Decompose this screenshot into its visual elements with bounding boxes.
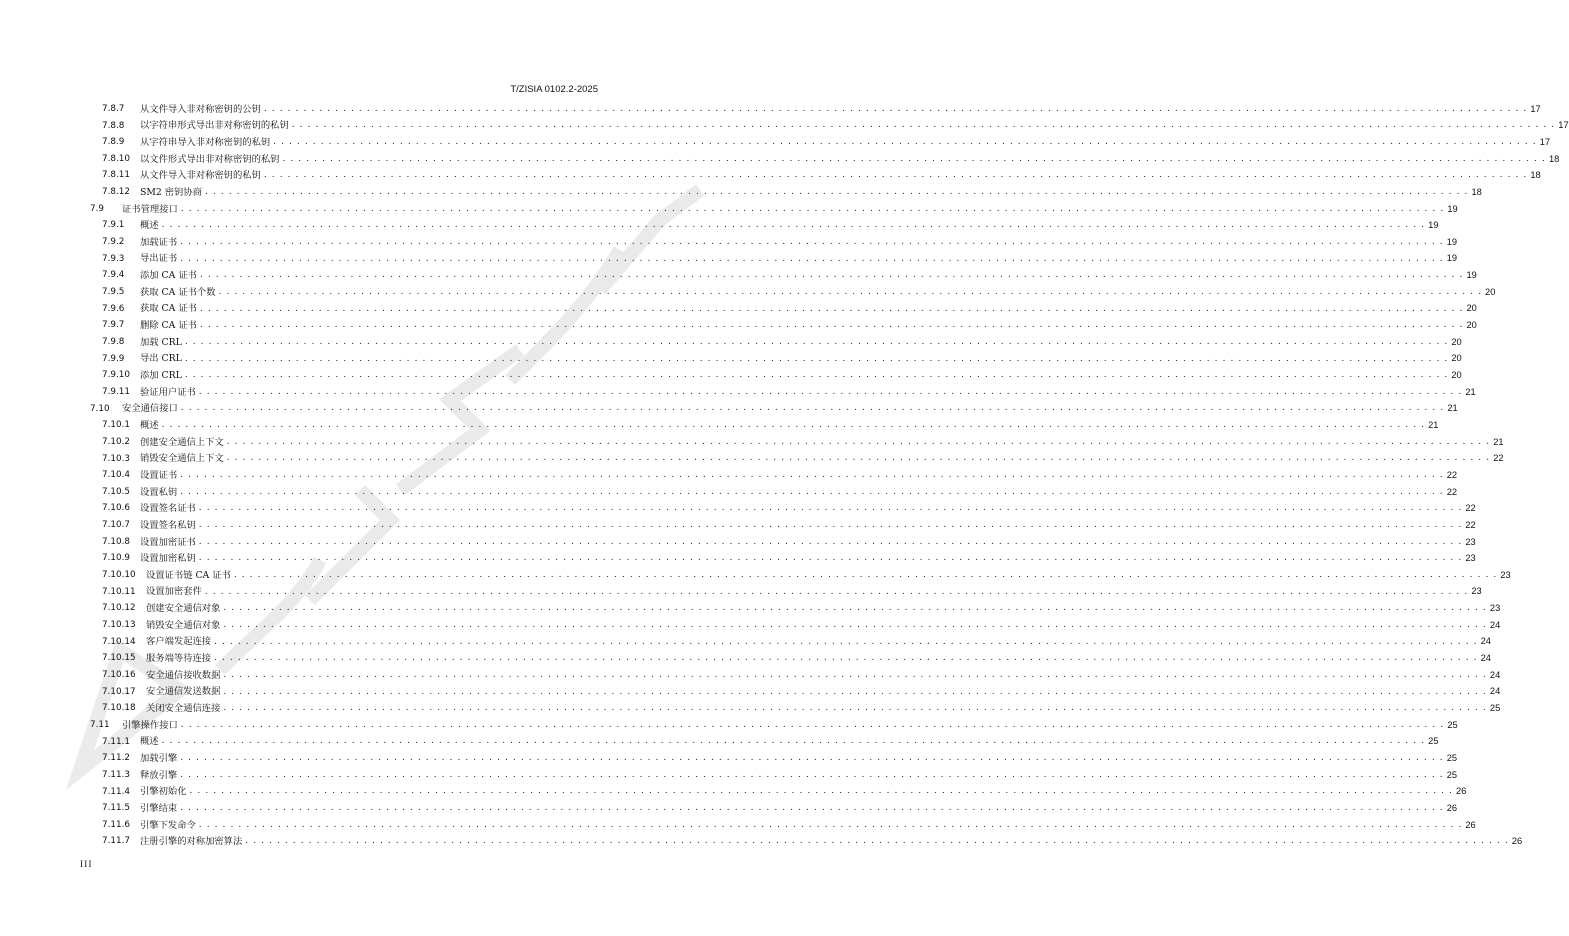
toc-entry[interactable]: [0, 484, 1458, 501]
toc-entry-page: 20: [1466, 303, 1477, 314]
toc-entry-number: 7.9.11: [102, 386, 130, 397]
toc-entry-number: 7.9.10: [102, 370, 130, 381]
toc-dot-leader: . . . . . . . . . . . . . . . . . . . . . . . . . . . . . . . . . . . . . . . . . . . . . . . . . . . . . . . . . . . . . . . . . . . . . . . . . . . . . . . . . . . . . . . . . . . . . . . . . . . . . . . . . . . . . . . . . . . . . . . . . . . . . . . . . . . . . . . . . . . . . . . . . . . . . . . . . . . . . . . .: [223, 603, 1487, 614]
toc-entry[interactable]: [0, 567, 1511, 584]
toc-entry-title: 设置签名私钥: [140, 519, 196, 531]
toc-entry-number: 7.8.8: [102, 120, 125, 131]
toc-dot-leader: . . . . . . . . . . . . . . . . . . . . . . . . . . . . . . . . . . . . . . . . . . . . . . . . . . . . . . . . . . . . . . . . . . . . . . . . . . . . . . . . . . . . . . . . . . . . . . . . . . . . . . . . . . . . . . . . . . . . . . . . . . . . . . . . . . . . . . . . . . . . . . . . . . . . . . . . . . . . . . . .: [282, 153, 1546, 164]
toc-entry-title: 加载引擎: [140, 752, 178, 764]
toc-entry-number: 7.10.8: [102, 536, 130, 547]
toc-entry-title: 安全通信接收数据: [146, 669, 221, 681]
toc-entry-title: 设置加密私钥: [140, 553, 196, 565]
toc-dot-leader: . . . . . . . . . . . . . . . . . . . . . . . . . . . . . . . . . . . . . . . . . . . . . . . . . . . . . . . . . . . . . . . . . . . . . . . . . . . . . . . . . . . . . . . . . . . . . . . . . . . . . . . . . . . . . . . . . . . . . . . . . . . . . . . . . . . . . . . . . . . . . . . . . . . . . . . . . . . . . . . .: [180, 403, 1445, 414]
toc-entry-title: 从文件导入非对称密钥的私钥: [140, 170, 261, 182]
toc-entry-title: 设置加密套件: [146, 586, 202, 598]
toc-dot-leader: . . . . . . . . . . . . . . . . . . . . . . . . . . . . . . . . . . . . . . . . . . . . . . . . . . . . . . . . . . . . . . . . . . . . . . . . . . . . . . . . . . . . . . . . . . . . . . . . . . . . . . . . . . . . . . . . . . . . . . . . . . . . . . . . . . . . . . . . . . . . . . . . . . . . . . . . . . . . . . . .: [180, 753, 1444, 764]
toc-entry-title: 加载证书: [140, 236, 178, 248]
toc-dot-leader: . . . . . . . . . . . . . . . . . . . . . . . . . . . . . . . . . . . . . . . . . . . . . . . . . . . . . . . . . . . . . . . . . . . . . . . . . . . . . . . . . . . . . . . . . . . . . . . . . . . . . . . . . . . . . . . . . . . . . . . . . . . . . . . . . . . . . . . . . . . . . . . . . . . . . . . . . . . . . . . .: [233, 569, 1498, 580]
toc-entry[interactable]: [0, 101, 1541, 118]
toc-entry[interactable]: [0, 667, 1501, 684]
toc-entry-page: 24: [1489, 619, 1501, 630]
toc-entry-page: 19: [1428, 220, 1439, 231]
toc-entry[interactable]: [0, 517, 1476, 534]
toc-entry-number: 7.9.4: [102, 270, 125, 281]
toc-entry-title: 从文件导入非对称密钥的公钥: [140, 103, 261, 115]
toc-dot-leader: . . . . . . . . . . . . . . . . . . . . . . . . . . . . . . . . . . . . . . . . . . . . . . . . . . . . . . . . . . . . . . . . . . . . . . . . . . . . . . . . . . . . . . . . . . . . . . . . . . . . . . . . . . . . . . . . . . . . . . . . . . . . . . . . . . . . . . . . . . . . . . . . . . . . . . . . . . . . . . . .: [198, 520, 1463, 531]
toc-dot-leader: . . . . . . . . . . . . . . . . . . . . . . . . . . . . . . . . . . . . . . . . . . . . . . . . . . . . . . . . . . . . . . . . . . . . . . . . . . . . . . . . . . . . . . . . . . . . . . . . . . . . . . . . . . . . . . . . . . . . . . . . . . . . . . . . . . . . . . . . . . . . . . . . . . . . . . . . . . . . . . . .: [198, 386, 1463, 397]
toc-dot-leader: . . . . . . . . . . . . . . . . . . . . . . . . . . . . . . . . . . . . . . . . . . . . . . . . . . . . . . . . . . . . . . . . . . . . . . . . . . . . . . . . . . . . . . . . . . . . . . . . . . . . . . . . . . . . . . . . . . . . . . . . . . . . . . . . . . . . . . . . . . . . . . . . . . . . . . . . . . . . . . . .: [184, 370, 1449, 381]
toc-entry-number: 7.8.11: [102, 170, 130, 181]
toc-entry[interactable]: [0, 650, 1491, 667]
toc-entry-page: 25: [1447, 719, 1458, 730]
toc-dot-leader: . . . . . . . . . . . . . . . . . . . . . . . . . . . . . . . . . . . . . . . . . . . . . . . . . . . . . . . . . . . . . . . . . . . . . . . . . . . . . . . . . . . . . . . . . . . . . . . . . . . . . . . . . . . . . . . . . . . . . . . . . . . . . . . . . . . . . . . . . . . . . . . . . . . . . . . . . . . . . . . .: [161, 420, 1426, 431]
toc-entry-title: 以字符串形式导出非对称密钥的私钥: [140, 120, 289, 132]
toc-entry-number: 7.10.16: [102, 669, 136, 680]
toc-entry-page: 21: [1447, 403, 1458, 414]
toc-entry[interactable]: [0, 384, 1476, 401]
toc-dot-leader: . . . . . . . . . . . . . . . . . . . . . . . . . . . . . . . . . . . . . . . . . . . . . . . . . . . . . . . . . . . . . . . . . . . . . . . . . . . . . . . . . . . . . . . . . . . . . . . . . . . . . . . . . . . . . . . . . . . . . . . . . . . . . . . . . . . . . . . . . . . . . . . . . . . . . . . . . . . . . . . .: [198, 503, 1463, 514]
toc-entry-title: 删除 CA 证书: [140, 320, 197, 332]
toc-entry-title: SM2 密钥协商: [140, 186, 202, 198]
toc-entry[interactable]: [0, 317, 1477, 334]
toc-entry-number: 7.10.6: [102, 503, 130, 514]
toc-entry-number: 7.10.18: [102, 703, 136, 714]
toc-dot-leader: . . . . . . . . . . . . . . . . . . . . . . . . . . . . . . . . . . . . . . . . . . . . . . . . . . . . . . . . . . . . . . . . . . . . . . . . . . . . . . . . . . . . . . . . . . . . . . . . . . . . . . . . . . . . . . . . . . . . . . . . . . . . . . . . . . . . . . . . . . . . . . . . . . . . . . . . . . . . . . . .: [184, 336, 1449, 347]
toc-entry-title: 以文件形式导出非对称密钥的私钥: [140, 153, 280, 165]
toc-entry-page: 22: [1446, 486, 1458, 497]
toc-entry-title: 设置私钥: [140, 486, 178, 498]
toc-entry-title: 添加 CRL: [140, 370, 182, 382]
toc-dot-leader: . . . . . . . . . . . . . . . . . . . . . . . . . . . . . . . . . . . . . . . . . . . . . . . . . . . . . . . . . . . . . . . . . . . . . . . . . . . . . . . . . . . . . . . . . . . . . . . . . . . . . . . . . . . . . . . . . . . . . . . . . . . . . . . . . . . . . . . . . . . . . . . . . . . . . . . . . . . . . . . .: [291, 120, 1556, 131]
toc-entry-page: 19: [1446, 253, 1458, 264]
toc-entry-title: 从字符串导入非对称密钥的私钥: [140, 136, 271, 148]
toc-dot-leader: . . . . . . . . . . . . . . . . . . . . . . . . . . . . . . . . . . . . . . . . . . . . . . . . . . . . . . . . . . . . . . . . . . . . . . . . . . . . . . . . . . . . . . . . . . . . . . . . . . . . . . . . . . . . . . . . . . . . . . . . . . . . . . . . . . . . . . . . . . . . . . . . . . . . . . . . . . . . . . . .: [204, 187, 1469, 198]
toc-entry[interactable]: [0, 684, 1501, 701]
toc-entry-number: 7.10.11: [102, 586, 136, 597]
toc-dot-leader: . . . . . . . . . . . . . . . . . . . . . . . . . . . . . . . . . . . . . . . . . . . . . . . . . . . . . . . . . . . . . . . . . . . . . . . . . . . . . . . . . . . . . . . . . . . . . . . . . . . . . . . . . . . . . . . . . . . . . . . . . . . . . . . . . . . . . . . . . . . . . . . . . . . . . . . . . . . . . . . .: [198, 819, 1463, 830]
toc-dot-leader: . . . . . . . . . . . . . . . . . . . . . . . . . . . . . . . . . . . . . . . . . . . . . . . . . . . . . . . . . . . . . . . . . . . . . . . . . . . . . . . . . . . . . . . . . . . . . . . . . . . . . . . . . . . . . . . . . . . . . . . . . . . . . . . . . . . . . . . . . . . . . . . . . . . . . . . . . . . . . . . .: [263, 103, 1528, 114]
toc-entry-page: 22: [1465, 519, 1476, 530]
toc-entry-number: 7.11: [90, 719, 110, 730]
toc-entry[interactable]: [0, 234, 1458, 251]
toc-entry-number: 7.10.13: [102, 620, 136, 631]
toc-entry[interactable]: [0, 301, 1477, 318]
toc-entry-page: 24: [1489, 669, 1501, 680]
toc-entry[interactable]: [0, 467, 1458, 484]
toc-entry-title: 设置证书链 CA 证书: [146, 569, 231, 581]
toc-entry-title: 导出 CRL: [140, 353, 182, 365]
toc-entry-title: 证书管理接口: [122, 203, 178, 215]
toc-entry[interactable]: [0, 617, 1501, 634]
toc-entry-number: 7.8.7: [102, 103, 125, 114]
toc-dot-leader: . . . . . . . . . . . . . . . . . . . . . . . . . . . . . . . . . . . . . . . . . . . . . . . . . . . . . . . . . . . . . . . . . . . . . . . . . . . . . . . . . . . . . . . . . . . . . . . . . . . . . . . . . . . . . . . . . . . . . . . . . . . . . . . . . . . . . . . . . . . . . . . . . . . . . . . . . . . . . . . .: [214, 636, 1478, 647]
toc-entry-page: 22: [1446, 469, 1458, 480]
toc-dot-leader: . . . . . . . . . . . . . . . . . . . . . . . . . . . . . . . . . . . . . . . . . . . . . . . . . . . . . . . . . . . . . . . . . . . . . . . . . . . . . . . . . . . . . . . . . . . . . . . . . . . . . . . . . . . . . . . . . . . . . . . . . . . . . . . . . . . . . . . . . . . . . . . . . . . . . . . . . . . . . . . .: [180, 203, 1445, 214]
toc-entry-number: 7.10.17: [102, 686, 136, 697]
toc-entry-title: 客户端发起连接: [146, 636, 212, 648]
toc-entry[interactable]: [0, 184, 1482, 201]
toc-dot-leader: . . . . . . . . . . . . . . . . . . . . . . . . . . . . . . . . . . . . . . . . . . . . . . . . . . . . . . . . . . . . . . . . . . . . . . . . . . . . . . . . . . . . . . . . . . . . . . . . . . . . . . . . . . . . . . . . . . . . . . . . . . . . . . . . . . . . . . . . . . . . . . . . . . . . . . . . . . . . . . . .: [214, 653, 1478, 664]
toc-entry-page: 18: [1471, 186, 1482, 197]
toc-entry-number: 7.11.5: [102, 803, 130, 814]
toc-entry-title: 加载 CRL: [140, 336, 182, 348]
toc-entry-number: 7.10.14: [102, 636, 136, 647]
toc-dot-leader: . . . . . . . . . . . . . . . . . . . . . . . . . . . . . . . . . . . . . . . . . . . . . . . . . . . . . . . . . . . . . . . . . . . . . . . . . . . . . . . . . . . . . . . . . . . . . . . . . . . . . . . . . . . . . . . . . . . . . . . . . . . . . . . . . . . . . . . . . . . . . . . . . . . . . . . . . . . . . . . .: [199, 270, 1464, 281]
toc-entry[interactable]: [0, 750, 1458, 767]
toc-entry-number: 7.10.12: [102, 603, 136, 614]
toc-entry-title: 关闭安全通信连接: [146, 703, 221, 715]
toc-entry-title: 概述: [140, 220, 159, 232]
toc-entry-page: 26: [1456, 786, 1467, 797]
toc-dot-leader: . . . . . . . . . . . . . . . . . . . . . . . . . . . . . . . . . . . . . . . . . . . . . . . . . . . . . . . . . . . . . . . . . . . . . . . . . . . . . . . . . . . . . . . . . . . . . . . . . . . . . . . . . . . . . . . . . . . . . . . . . . . . . . . . . . . . . . . . . . . . . . . . . . . . . . . . . . . . . . . .: [199, 303, 1464, 314]
toc-entry-title: 概述: [140, 736, 159, 748]
toc-entry-page: 20: [1466, 320, 1477, 331]
toc-entry-title: 获取 CA 证书: [140, 303, 197, 315]
toc-entry[interactable]: [0, 800, 1458, 817]
toc-entry[interactable]: [0, 601, 1501, 618]
toc-entry[interactable]: [0, 534, 1476, 551]
toc-entry-title: 创建安全通信对象: [146, 603, 221, 615]
toc-dot-leader: . . . . . . . . . . . . . . . . . . . . . . . . . . . . . . . . . . . . . . . . . . . . . . . . . . . . . . . . . . . . . . . . . . . . . . . . . . . . . . . . . . . . . . . . . . . . . . . . . . . . . . . . . . . . . . . . . . . . . . . . . . . . . . . . . . . . . . . . . . . . . . . . . . . . . . . . . . . . . . . .: [189, 786, 1454, 797]
toc-entry[interactable]: [0, 268, 1477, 285]
toc-entry[interactable]: [0, 351, 1462, 368]
toc-entry-number: 7.9: [90, 203, 104, 214]
toc-entry[interactable]: [0, 551, 1476, 568]
toc-entry-page: 17: [1539, 136, 1551, 147]
toc-entry-page: 18: [1548, 153, 1560, 164]
toc-entry[interactable]: [0, 817, 1476, 834]
toc-entry[interactable]: [0, 784, 1467, 801]
toc-entry-title: 添加 CA 证书: [140, 270, 197, 282]
toc-entry-page: 22: [1493, 453, 1504, 464]
toc-entry-title: 设置签名证书: [140, 503, 196, 515]
toc-entry[interactable]: [0, 451, 1504, 468]
toc-entry-page: 17: [1558, 120, 1569, 131]
toc-dot-leader: . . . . . . . . . . . . . . . . . . . . . . . . . . . . . . . . . . . . . . . . . . . . . . . . . . . . . . . . . . . . . . . . . . . . . . . . . . . . . . . . . . . . . . . . . . . . . . . . . . . . . . . . . . . . . . . . . . . . . . . . . . . . . . . . . . . . . . . . . . . . . . . . . . . . . . . . . . . . . . . .: [223, 619, 1487, 630]
toc-entry-title: 概述: [140, 419, 159, 431]
toc-entry-number: 7.10.3: [102, 453, 130, 464]
toc-entry-title: 注册引擎的对称加密算法: [140, 836, 243, 848]
toc-entry-number: 7.9.1: [102, 220, 125, 231]
toc-entry-number: 7.10.10: [102, 570, 136, 581]
toc-dot-leader: . . . . . . . . . . . . . . . . . . . . . . . . . . . . . . . . . . . . . . . . . . . . . . . . . . . . . . . . . . . . . . . . . . . . . . . . . . . . . . . . . . . . . . . . . . . . . . . . . . . . . . . . . . . . . . . . . . . . . . . . . . . . . . . . . . . . . . . . . . . . . . . . . . . . . . . . . . . . . . . .: [223, 703, 1487, 714]
toc-entry-page: 25: [1446, 769, 1458, 780]
toc-entry-page: 18: [1530, 170, 1541, 181]
toc-entry-number: 7.10.1: [102, 420, 130, 431]
toc-dot-leader: . . . . . . . . . . . . . . . . . . . . . . . . . . . . . . . . . . . . . . . . . . . . . . . . . . . . . . . . . . . . . . . . . . . . . . . . . . . . . . . . . . . . . . . . . . . . . . . . . . . . . . . . . . . . . . . . . . . . . . . . . . . . . . . . . . . . . . . . . . . . . . . . . . . . . . . . . . . . . . . .: [223, 669, 1487, 680]
toc-entry-page: 24: [1480, 636, 1491, 647]
toc-entry-number: 7.10.5: [102, 486, 130, 497]
toc-entry-page: 22: [1465, 503, 1476, 514]
toc-entry-title: 创建安全通信上下文: [140, 436, 224, 448]
toc-entry-number: 7.8.12: [102, 187, 130, 198]
toc-entry[interactable]: [0, 700, 1501, 717]
toc-entry-number: 7.11.6: [102, 819, 130, 830]
toc-entry-number: 7.8.9: [102, 137, 125, 148]
toc-entry-page: 25: [1446, 752, 1458, 763]
toc-dot-leader: . . . . . . . . . . . . . . . . . . . . . . . . . . . . . . . . . . . . . . . . . . . . . . . . . . . . . . . . . . . . . . . . . . . . . . . . . . . . . . . . . . . . . . . . . . . . . . . . . . . . . . . . . . . . . . . . . . . . . . . . . . . . . . . . . . . . . . . . . . . . . . . . . . . . . . . . . . . . . . . .: [180, 719, 1445, 730]
toc-entry[interactable]: [0, 417, 1439, 434]
toc-dot-leader: . . . . . . . . . . . . . . . . . . . . . . . . . . . . . . . . . . . . . . . . . . . . . . . . . . . . . . . . . . . . . . . . . . . . . . . . . . . . . . . . . . . . . . . . . . . . . . . . . . . . . . . . . . . . . . . . . . . . . . . . . . . . . . . . . . . . . . . . . . . . . . . . . . . . . . . . . . . . . . . .: [263, 170, 1528, 181]
toc-entry-page: 25: [1489, 703, 1501, 714]
toc-entry[interactable]: [0, 401, 1458, 418]
toc-entry-number: 7.9.3: [102, 253, 125, 264]
toc-dot-leader: . . . . . . . . . . . . . . . . . . . . . . . . . . . . . . . . . . . . . . . . . . . . . . . . . . . . . . . . . . . . . . . . . . . . . . . . . . . . . . . . . . . . . . . . . . . . . . . . . . . . . . . . . . . . . . . . . . . . . . . . . . . . . . . . . . . . . . . . . . . . . . . . . . . . . . . . . . . . . . . .: [245, 836, 1509, 847]
toc-dot-leader: . . . . . . . . . . . . . . . . . . . . . . . . . . . . . . . . . . . . . . . . . . . . . . . . . . . . . . . . . . . . . . . . . . . . . . . . . . . . . . . . . . . . . . . . . . . . . . . . . . . . . . . . . . . . . . . . . . . . . . . . . . . . . . . . . . . . . . . . . . . . . . . . . . . . . . . . . . . . . . . .: [198, 536, 1463, 547]
toc-dot-leader: . . . . . . . . . . . . . . . . . . . . . . . . . . . . . . . . . . . . . . . . . . . . . . . . . . . . . . . . . . . . . . . . . . . . . . . . . . . . . . . . . . . . . . . . . . . . . . . . . . . . . . . . . . . . . . . . . . . . . . . . . . . . . . . . . . . . . . . . . . . . . . . . . . . . . . . . . . . . . . . .: [161, 736, 1426, 747]
toc-dot-leader: . . . . . . . . . . . . . . . . . . . . . . . . . . . . . . . . . . . . . . . . . . . . . . . . . . . . . . . . . . . . . . . . . . . . . . . . . . . . . . . . . . . . . . . . . . . . . . . . . . . . . . . . . . . . . . . . . . . . . . . . . . . . . . . . . . . . . . . . . . . . . . . . . . . . . . . . . . . . . . . .: [180, 236, 1444, 247]
toc-entry-number: 7.9.6: [102, 303, 125, 314]
toc-entry[interactable]: [0, 118, 1569, 135]
toc-entry-title: 引擎初始化: [140, 786, 187, 798]
toc-entry-page: 20: [1485, 286, 1496, 297]
toc-entry-page: 23: [1471, 586, 1482, 597]
toc-entry[interactable]: [0, 634, 1491, 651]
toc-entry[interactable]: [0, 284, 1496, 301]
toc-entry-number: 7.10.7: [102, 520, 130, 531]
toc-entry[interactable]: [0, 584, 1482, 601]
toc-entry-number: 7.11.2: [102, 753, 130, 764]
toc-entry-page: 24: [1489, 686, 1501, 697]
toc-entry-number: 7.10.15: [102, 653, 136, 664]
toc-entry-title: 引擎操作接口: [122, 719, 178, 731]
toc-dot-leader: . . . . . . . . . . . . . . . . . . . . . . . . . . . . . . . . . . . . . . . . . . . . . . . . . . . . . . . . . . . . . . . . . . . . . . . . . . . . . . . . . . . . . . . . . . . . . . . . . . . . . . . . . . . . . . . . . . . . . . . . . . . . . . . . . . . . . . . . . . . . . . . . . . . . . . . . . . . . . . . .: [161, 220, 1426, 231]
toc-entry-page: 26: [1465, 819, 1476, 830]
toc-entry-page: 19: [1446, 236, 1458, 247]
toc-entry-number: 7.9.7: [102, 320, 125, 331]
toc-entry[interactable]: [0, 218, 1439, 235]
toc-dot-leader: . . . . . . . . . . . . . . . . . . . . . . . . . . . . . . . . . . . . . . . . . . . . . . . . . . . . . . . . . . . . . . . . . . . . . . . . . . . . . . . . . . . . . . . . . . . . . . . . . . . . . . . . . . . . . . . . . . . . . . . . . . . . . . . . . . . . . . . . . . . . . . . . . . . . . . . . . . . . . . . .: [204, 586, 1469, 597]
toc-entry-page: 20: [1451, 336, 1462, 347]
toc-entry-page: 23: [1465, 553, 1476, 564]
toc-dot-leader: . . . . . . . . . . . . . . . . . . . . . . . . . . . . . . . . . . . . . . . . . . . . . . . . . . . . . . . . . . . . . . . . . . . . . . . . . . . . . . . . . . . . . . . . . . . . . . . . . . . . . . . . . . . . . . . . . . . . . . . . . . . . . . . . . . . . . . . . . . . . . . . . . . . . . . . . . . . . . . . .: [180, 486, 1444, 497]
toc-entry-title: 设置加密证书: [140, 536, 196, 548]
toc-entry[interactable]: [0, 134, 1551, 151]
toc-entry[interactable]: [0, 367, 1462, 384]
toc-entry-number: 7.8.10: [102, 153, 130, 164]
toc-entry-number: 7.11.7: [102, 836, 130, 847]
toc-entry[interactable]: [0, 434, 1504, 451]
toc-entry-number: 7.11.1: [102, 736, 130, 747]
toc-dot-leader: . . . . . . . . . . . . . . . . . . . . . . . . . . . . . . . . . . . . . . . . . . . . . . . . . . . . . . . . . . . . . . . . . . . . . . . . . . . . . . . . . . . . . . . . . . . . . . . . . . . . . . . . . . . . . . . . . . . . . . . . . . . . . . . . . . . . . . . . . . . . . . . . . . . . . . . . . . . . . . . .: [218, 286, 1483, 297]
toc-entry-title: 安全通信接口: [122, 403, 178, 415]
toc-entry[interactable]: [0, 717, 1458, 734]
toc-entry-number: 7.10: [90, 403, 110, 414]
toc-entry[interactable]: [0, 834, 1523, 851]
toc-entry[interactable]: [0, 151, 1560, 168]
toc-entry-number: 7.11.4: [102, 786, 130, 797]
toc-dot-leader: . . . . . . . . . . . . . . . . . . . . . . . . . . . . . . . . . . . . . . . . . . . . . . . . . . . . . . . . . . . . . . . . . . . . . . . . . . . . . . . . . . . . . . . . . . . . . . . . . . . . . . . . . . . . . . . . . . . . . . . . . . . . . . . . . . . . . . . . . . . . . . . . . . . . . . . . . . . . . . . .: [199, 320, 1464, 331]
toc-dot-leader: . . . . . . . . . . . . . . . . . . . . . . . . . . . . . . . . . . . . . . . . . . . . . . . . . . . . . . . . . . . . . . . . . . . . . . . . . . . . . . . . . . . . . . . . . . . . . . . . . . . . . . . . . . . . . . . . . . . . . . . . . . . . . . . . . . . . . . . . . . . . . . . . . . . . . . . . . . . . . . . .: [223, 686, 1487, 697]
toc-entry[interactable]: [0, 334, 1462, 351]
toc-entry-page: 23: [1500, 569, 1511, 580]
toc-entry-page: 20: [1451, 370, 1462, 381]
toc-entry-title: 释放引擎: [140, 769, 178, 781]
toc-entry-title: 获取 CA 证书个数: [140, 286, 216, 298]
toc-entry-page: 23: [1489, 603, 1501, 614]
toc-entry-title: 销毁安全通信对象: [146, 619, 221, 631]
toc-entry-title: 引擎结束: [140, 802, 178, 814]
toc-entry-title: 验证用户证书: [140, 386, 196, 398]
toc-entry-page: 20: [1451, 353, 1462, 364]
toc-entry-page: 24: [1480, 653, 1491, 664]
toc-entry[interactable]: [0, 501, 1476, 518]
toc-entry[interactable]: [0, 201, 1458, 218]
toc-dot-leader: . . . . . . . . . . . . . . . . . . . . . . . . . . . . . . . . . . . . . . . . . . . . . . . . . . . . . . . . . . . . . . . . . . . . . . . . . . . . . . . . . . . . . . . . . . . . . . . . . . . . . . . . . . . . . . . . . . . . . . . . . . . . . . . . . . . . . . . . . . . . . . . . . . . . . . . . . . . . . . . .: [226, 436, 1491, 447]
toc-entry-number: 7.9.9: [102, 353, 125, 364]
toc-entry-number: 7.10.2: [102, 436, 130, 447]
toc-entry-number: 7.9.5: [102, 287, 125, 298]
toc-entry-title: 设置证书: [140, 469, 178, 481]
toc-dot-leader: . . . . . . . . . . . . . . . . . . . . . . . . . . . . . . . . . . . . . . . . . . . . . . . . . . . . . . . . . . . . . . . . . . . . . . . . . . . . . . . . . . . . . . . . . . . . . . . . . . . . . . . . . . . . . . . . . . . . . . . . . . . . . . . . . . . . . . . . . . . . . . . . . . . . . . . . . . . . . . . .: [180, 803, 1444, 814]
toc-entry-page: 26: [1446, 802, 1458, 813]
toc-entry[interactable]: [0, 734, 1439, 751]
page-number: III: [80, 860, 93, 870]
toc-entry-number: 7.9.2: [102, 237, 125, 248]
toc-entry-page: 21: [1428, 419, 1439, 430]
toc-entry-number: 7.10.9: [102, 553, 130, 564]
toc-entry-page: 17: [1530, 103, 1541, 114]
toc-entry-page: 19: [1466, 270, 1477, 281]
toc-entry-page: 23: [1465, 536, 1476, 547]
toc-dot-leader: . . . . . . . . . . . . . . . . . . . . . . . . . . . . . . . . . . . . . . . . . . . . . . . . . . . . . . . . . . . . . . . . . . . . . . . . . . . . . . . . . . . . . . . . . . . . . . . . . . . . . . . . . . . . . . . . . . . . . . . . . . . . . . . . . . . . . . . . . . . . . . . . . . . . . . . . . . . . . . . .: [226, 453, 1491, 464]
toc-dot-leader: . . . . . . . . . . . . . . . . . . . . . . . . . . . . . . . . . . . . . . . . . . . . . . . . . . . . . . . . . . . . . . . . . . . . . . . . . . . . . . . . . . . . . . . . . . . . . . . . . . . . . . . . . . . . . . . . . . . . . . . . . . . . . . . . . . . . . . . . . . . . . . . . . . . . . . . . . . . . . . . .: [273, 137, 1537, 148]
toc-entry-number: 7.11.3: [102, 769, 130, 780]
toc-entry-number: 7.9.8: [102, 336, 125, 347]
toc-entry-page: 21: [1465, 386, 1476, 397]
toc-entry-page: 25: [1428, 736, 1439, 747]
toc-entry-title: 导出证书: [140, 253, 178, 265]
document-identifier: T/ZISIA 0102.2-2025: [510, 84, 598, 95]
toc-dot-leader: . . . . . . . . . . . . . . . . . . . . . . . . . . . . . . . . . . . . . . . . . . . . . . . . . . . . . . . . . . . . . . . . . . . . . . . . . . . . . . . . . . . . . . . . . . . . . . . . . . . . . . . . . . . . . . . . . . . . . . . . . . . . . . . . . . . . . . . . . . . . . . . . . . . . . . . . . . . . . . . .: [198, 553, 1463, 564]
toc-entry-page: 26: [1511, 836, 1523, 847]
toc-dot-leader: . . . . . . . . . . . . . . . . . . . . . . . . . . . . . . . . . . . . . . . . . . . . . . . . . . . . . . . . . . . . . . . . . . . . . . . . . . . . . . . . . . . . . . . . . . . . . . . . . . . . . . . . . . . . . . . . . . . . . . . . . . . . . . . . . . . . . . . . . . . . . . . . . . . . . . . . . . . . . . . .: [180, 769, 1444, 780]
toc-entry[interactable]: [0, 168, 1541, 185]
toc-entry[interactable]: [0, 251, 1458, 268]
toc-entry-title: 销毁安全通信上下文: [140, 453, 224, 465]
toc-entry-title: 引擎下发命令: [140, 819, 196, 831]
toc-entry[interactable]: [0, 767, 1458, 784]
toc-dot-leader: . . . . . . . . . . . . . . . . . . . . . . . . . . . . . . . . . . . . . . . . . . . . . . . . . . . . . . . . . . . . . . . . . . . . . . . . . . . . . . . . . . . . . . . . . . . . . . . . . . . . . . . . . . . . . . . . . . . . . . . . . . . . . . . . . . . . . . . . . . . . . . . . . . . . . . . . . . . . . . . .: [180, 470, 1444, 481]
toc-entry-page: 19: [1447, 203, 1458, 214]
toc-entry-number: 7.10.4: [102, 470, 130, 481]
toc-entry-title: 服务端等待连接: [146, 653, 212, 665]
toc-dot-leader: . . . . . . . . . . . . . . . . . . . . . . . . . . . . . . . . . . . . . . . . . . . . . . . . . . . . . . . . . . . . . . . . . . . . . . . . . . . . . . . . . . . . . . . . . . . . . . . . . . . . . . . . . . . . . . . . . . . . . . . . . . . . . . . . . . . . . . . . . . . . . . . . . . . . . . . . . . . . . . . .: [180, 253, 1444, 264]
toc-entry-page: 21: [1493, 436, 1504, 447]
toc-dot-leader: . . . . . . . . . . . . . . . . . . . . . . . . . . . . . . . . . . . . . . . . . . . . . . . . . . . . . . . . . . . . . . . . . . . . . . . . . . . . . . . . . . . . . . . . . . . . . . . . . . . . . . . . . . . . . . . . . . . . . . . . . . . . . . . . . . . . . . . . . . . . . . . . . . . . . . . . . . . . . . . .: [184, 353, 1449, 364]
toc-entry-title: 安全通信发送数据: [146, 686, 221, 698]
